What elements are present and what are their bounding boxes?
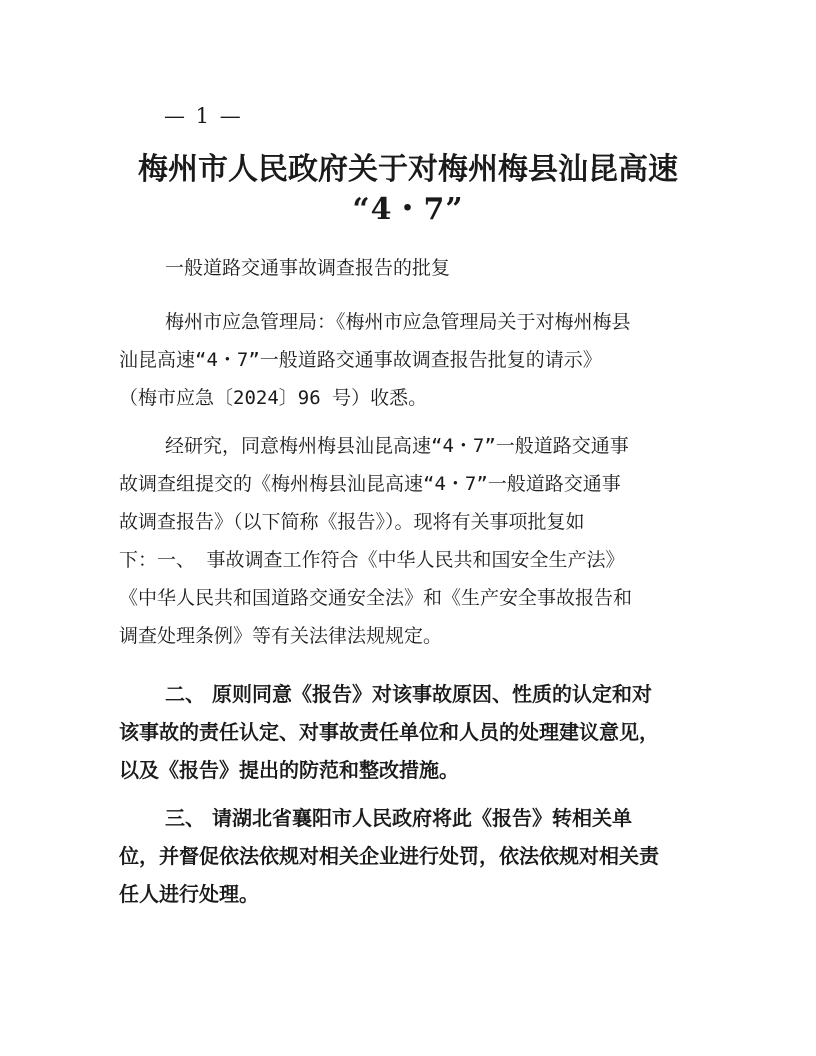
paragraph-line: 梅州市应急管理局：《梅州市应急管理局关于对梅州梅县 — [165, 311, 631, 333]
paragraph-line: 《中华人民共和国道路交通安全法》和《生产安全事故报告和 — [119, 587, 633, 609]
paragraph-line: 二、 原则同意《报告》对该事故原因、性质的认定和对 — [165, 682, 652, 706]
paragraph-line: 汕昆高速“4・7”一般道路交通事故调查报告批复的请示》 — [119, 349, 602, 371]
paragraph-decision-intro — [119, 427, 701, 655]
paragraph-item-three — [119, 799, 701, 913]
paragraph-line: 故调查报告》（以下简称《报告》）。现将有关事项批复如 — [119, 511, 585, 533]
paragraph-line: 三、 请湖北省襄阳市人民政府将此《报告》转相关单 — [165, 806, 632, 830]
paragraph-line: 该事故的责任认定、对事故责任单位和人员的处理建议意见， — [119, 720, 659, 744]
paragraph-addressee — [119, 303, 701, 417]
paragraph-item-two — [119, 675, 701, 789]
paragraph-line: （梅市应急〔2024〕96 号）收悉。 — [119, 387, 428, 409]
paragraph-line: 故调查组提交的《梅州梅县汕昆高速“4・7”一般道路交通事 — [119, 473, 621, 495]
paragraph-line: 以及《报告》提出的防范和整改措施。 — [119, 758, 459, 782]
document-subtitle: 一般道路交通事故调查报告的批复 — [165, 257, 451, 279]
document-title-line-2: “4・7” — [352, 192, 464, 227]
paragraph-line: 经研究，同意梅州梅县汕昆高速“4・7”一般道路交通事 — [165, 435, 629, 457]
paragraph-line: 下：一、 事故调查工作符合《中华人民共和国安全生产法》 — [119, 549, 625, 571]
paragraph-line: 位，并督促依法依规对相关企业进行处罚，依法依规对相关责 — [119, 844, 659, 868]
document-title-line-1: 梅州市人民政府关于对梅州梅县汕昆高速 — [138, 152, 678, 187]
page-number: — 1 — — [164, 104, 243, 128]
paragraph-line: 任人进行处理。 — [119, 882, 259, 906]
paragraph-line: 调查处理条例》等有关法律法规规定。 — [119, 625, 443, 647]
